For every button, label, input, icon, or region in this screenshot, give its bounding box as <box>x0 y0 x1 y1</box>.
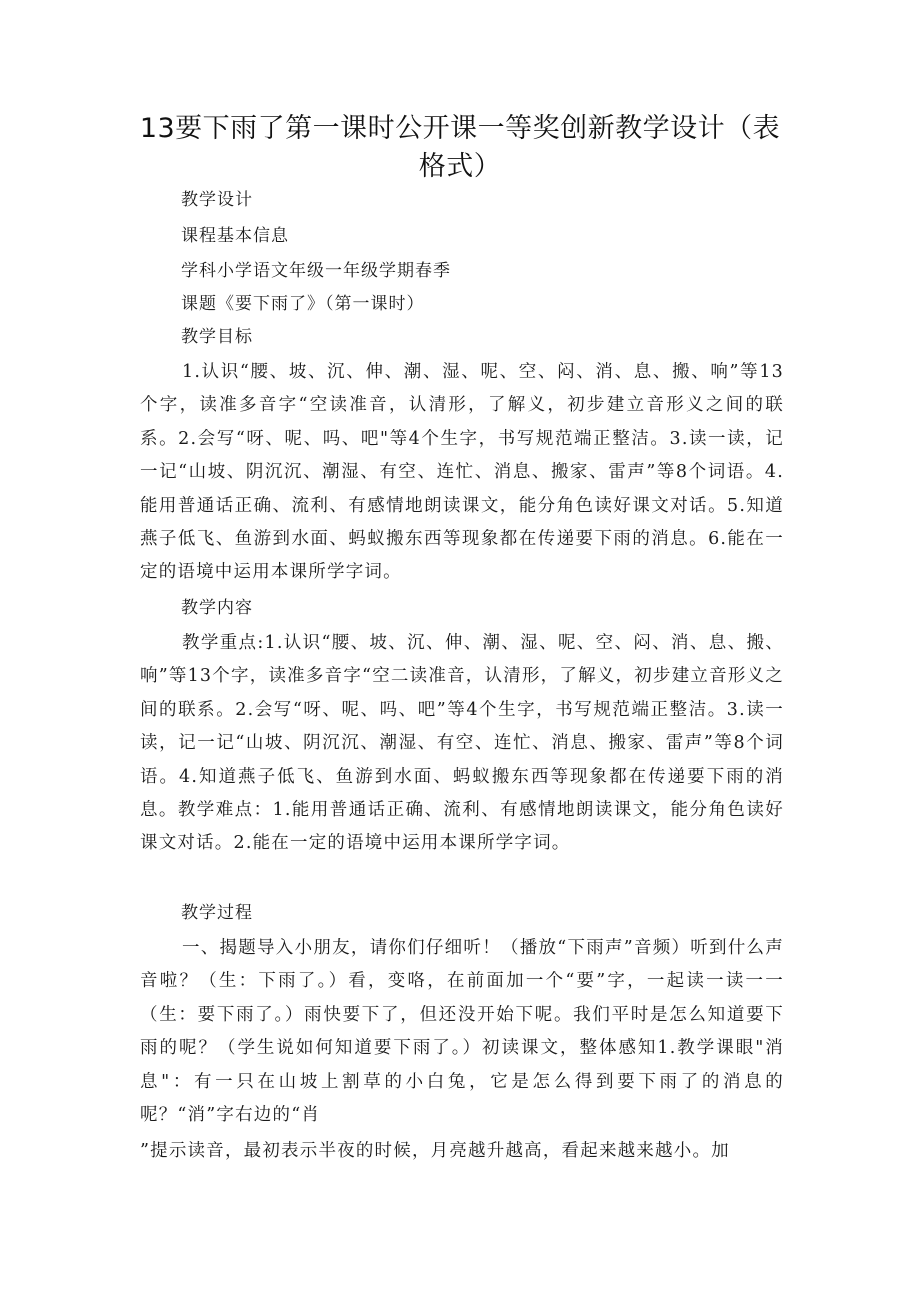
section-label-design: 教学设计 <box>181 190 253 210</box>
process-paragraph-continued: ”提示读音，最初表示半夜的时候，月亮越升越高，看起来越来越小。加 <box>140 1141 730 1161</box>
section-label-process: 教学过程 <box>181 903 253 923</box>
process-paragraph: 一、揭题导入小朋友，请你们仔细听！（播放“下雨声”音频）听到什么声音啦？（生：下雨了。）看，变咯，在前面加一个“要”字，一起读一读一一（生：要下雨了。）雨快要下了，但还没开始下呢。我们平时是怎么知道要下雨的呢？（学生说如何知道要下雨了。）初读课文，整体感知1.教学课眼"消息"：有一只在山坡上割草的小白兔，它是怎么得到要下雨了的消息的呢？“消”字右边的“肖 <box>140 938 784 1126</box>
content-paragraph: 教学重点:1.认识“腰、坡、沉、伸、潮、湿、呢、空、闷、消、息、搬、响”等13个字，读准多音字“空二读准音，认清形，了解义，初步建立音形义之间的联系。2.会写“呀、呢、吗、吧”等4个生字，书写规范端正整洁。3.读一读，记一记“山坡、阴沉沉、潮湿、有空、连忙、消息、搬家、雷声”等8个词语。4.知道燕子低飞、鱼游到水面、蚂蚁搬东西等现象都在传递要下雨的消息。教学难点：1.能用普通话正确、流利、有感情地朗读课文，能分角色读好课文对话。2.能在一定的语境中运用本课所学字词。 <box>140 633 784 854</box>
section-label-content: 教学内容 <box>181 598 253 618</box>
objectives-paragraph: 1.认识“腰、坡、沉、伸、潮、湿、呢、空、闷、消、息、搬、响”等13个字，读准多音字“空读准音，认清形，了解义，初步建立音形义之间的联系。2.会写“呀、呢、吗、吧"等4个生字，书写规范端正整洁。3.读一读，记一记“山坡、阴沉沉、潮湿、有空、连忙、消息、搬家、雷声”等8个词语。4.能用普通话正确、流利、有感情地朗读课文，能分角色读好课文对话。5.知道燕子低飞、鱼游到水面、蚂蚁搬东西等现象都在传递要下雨的消息。6.能在一定的语境中运用本课所学字词。 <box>140 362 784 583</box>
subject-line: 学科小学语文年级一年级学期春季 <box>181 261 451 281</box>
section-label-objectives: 教学目标 <box>181 327 253 347</box>
document-title: 13要下雨了第一课时公开课一等奖创新教学设计（表格式） <box>139 113 781 182</box>
section-label-course-info: 课程基本信息 <box>181 226 289 246</box>
topic-line: 课题《要下雨了》（第一课时） <box>181 294 425 314</box>
